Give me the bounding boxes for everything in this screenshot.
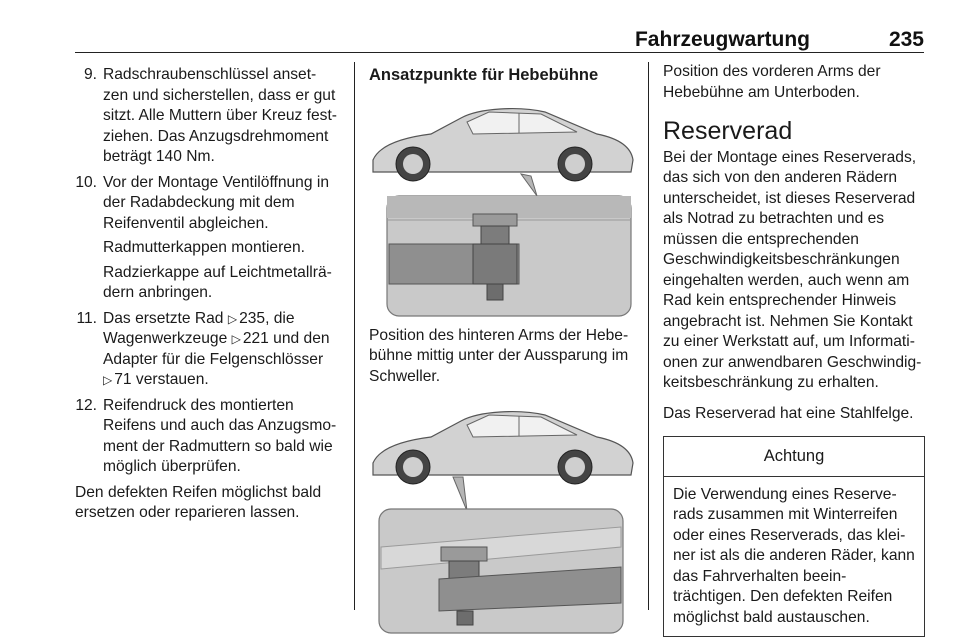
reference-arrow-icon: ▷	[227, 311, 238, 326]
page-reference-link[interactable]: 71 verstauen.	[114, 371, 209, 388]
column-middle	[369, 62, 635, 637]
step-number: 11.	[76, 309, 97, 327]
step-subtext: Radzierkappe auf Leichtmetallrä-dern anbringen.	[103, 263, 332, 301]
reference-arrow-icon: ▷	[103, 373, 113, 387]
page-reference-link[interactable]: 235, die Wagenwerkzeuge	[103, 309, 295, 347]
column-left	[75, 62, 341, 524]
step-text-part: Das ersetzte Rad	[103, 309, 224, 327]
column-divider-left	[354, 62, 355, 610]
step-number: 9.	[83, 66, 97, 83]
warning-notice-body: Die Verwendung eines Reserve-rads zusammen mit Winterreifen oder eines Reserverads, das klei-ner ist als die anderen Räder, kann das Fahrverhalten beein-trächtigen. Den defekten Reifen möglichst bald austauschen.	[673, 485, 915, 626]
warning-notice-title: Achtung	[664, 437, 924, 477]
step-item	[75, 396, 341, 478]
step-subtext: Radmutterkappen montieren.	[103, 239, 305, 256]
intro-paragraph: Position des vorderen Arms der Hebebühne am Unterboden.	[663, 63, 881, 101]
figure-caption: Position des hinteren Arms der Hebe-bühne mittig unter der Aussparung im Schweller.	[369, 326, 629, 385]
closing-paragraph: Den defekten Reifen möglichst bald ersetzen oder reparieren lassen.	[75, 483, 322, 521]
step-text: Reifendruck des montierten Reifens und auch das Anzugsmo-ment der Radmuttern so bald wie möglich überprüfen.	[103, 396, 337, 475]
body-paragraph: Das Reserverad hat eine Stahlfelge.	[663, 404, 914, 422]
step-item	[75, 309, 341, 391]
body-paragraph: Bei der Montage eines Reserverads, das sich von den anderen Rädern unterscheidet, ist dieses Reserverad als Notrad zu betrachten und es müssen die entsprechenden Geschwindigkeitsbeschränkungen eingehalten werden, auch wenn am Rad kein entsprechender Hinweis angebracht ist. Nehmen Sie Kontakt zu einer Werkstatt auf, um Informati-onen zur anwendbaren Geschwindig-keitsbeschränkung zu erhalten.	[663, 148, 922, 391]
step-item	[75, 173, 341, 304]
lift-point-front-figure	[369, 397, 635, 637]
page-number: 235	[888, 28, 924, 51]
warning-notice	[663, 436, 925, 637]
step-text	[103, 309, 341, 391]
step-item	[75, 65, 341, 168]
step-number: 12.	[75, 396, 97, 414]
page-reference-link[interactable]: 221 und den Adapter für die Felgenschlösser	[103, 330, 330, 368]
header-rule	[75, 52, 924, 53]
lift-point-rear-figure	[369, 94, 635, 320]
column-right	[663, 62, 925, 637]
step-list	[75, 65, 341, 478]
column-divider-right	[648, 62, 649, 610]
reference-arrow-icon: ▷	[231, 332, 241, 346]
section-heading: Ansatzpunkte für Hebebühne	[369, 66, 599, 84]
page-header-title: Fahrzeugwartung	[634, 28, 810, 51]
step-number: 10.	[75, 173, 97, 191]
section-heading-reserverad: Reserverad	[663, 117, 793, 145]
step-text: Radschraubenschlüssel anset-zen und sicherstellen, dass er gut sitzt. Alle Muttern über Kreuz fest-ziehen. Das Anzugsdrehmoment beträgt 140 Nm.	[103, 66, 337, 165]
step-text: Vor der Montage Ventilöffnung in der Radabdeckung mit dem Reifenventil abgleichen.	[103, 173, 329, 232]
